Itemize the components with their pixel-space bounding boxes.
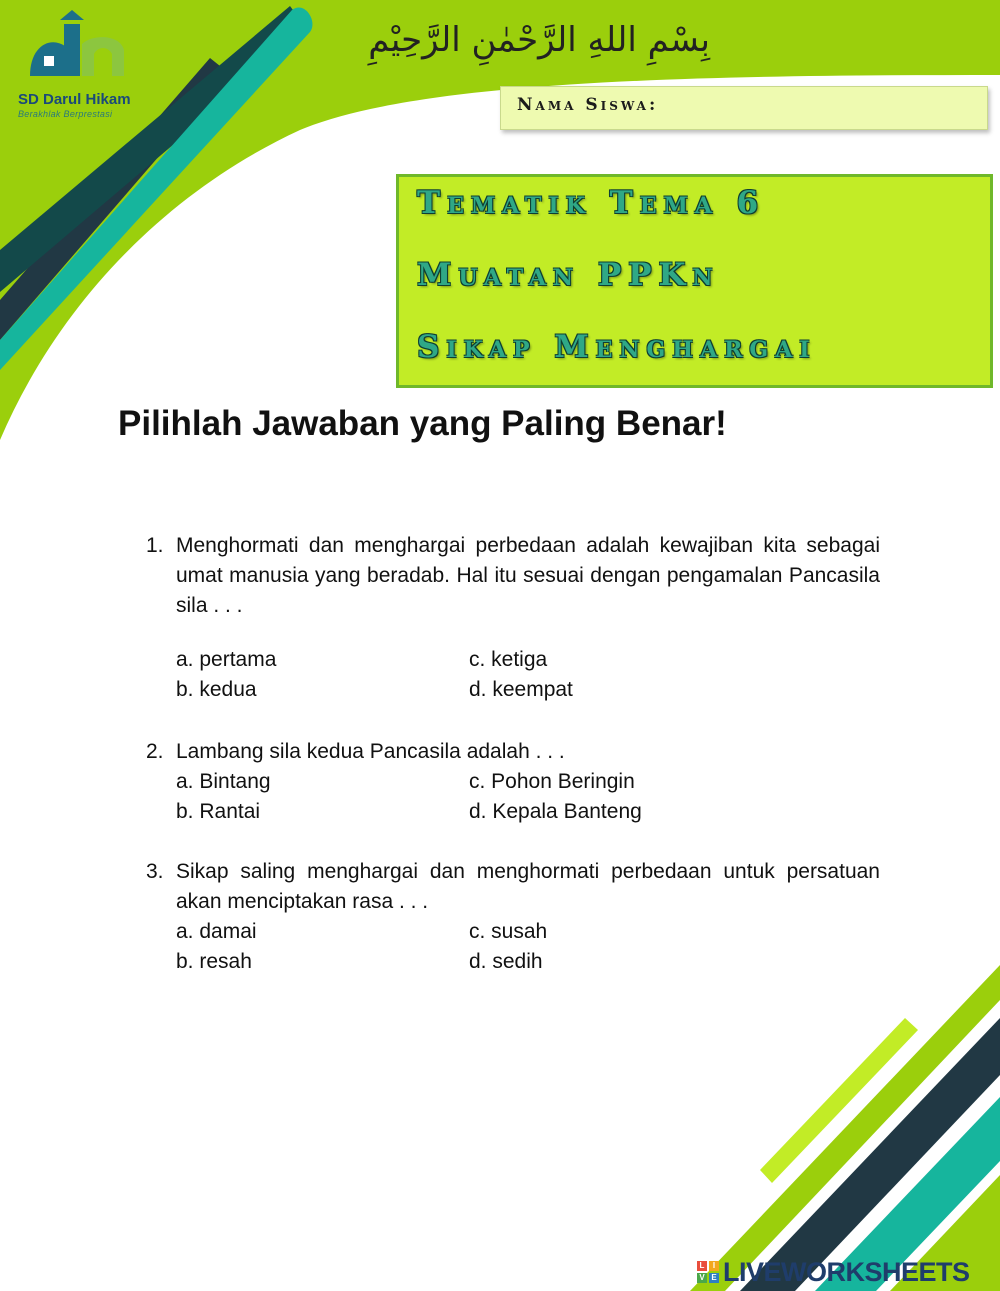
school-name: SD Darul Hikam bbox=[18, 91, 131, 108]
question-number: 3. bbox=[146, 860, 164, 883]
student-name-label: Nama Siswa: bbox=[517, 95, 659, 115]
question-2 bbox=[146, 737, 880, 827]
logo-letter: L bbox=[697, 1261, 707, 1271]
question-text: Lambang sila kedua Pancasila adalah . . . bbox=[176, 740, 565, 763]
title-subject: Muatan PPKn bbox=[417, 257, 720, 293]
question-text: Menghormati dan menghargai perbedaan adalah kewajiban kita sebagai umat manusia yang beradab. Hal itu sesuai dengan pengamalan Pancasila sila . . . bbox=[176, 534, 880, 617]
title-box bbox=[396, 174, 993, 388]
option-d[interactable]: d. Kepala Banteng bbox=[469, 800, 642, 823]
option-b[interactable]: b. Rantai bbox=[176, 800, 261, 823]
question-1 bbox=[146, 531, 880, 705]
logo-letter: V bbox=[697, 1273, 707, 1283]
option-b[interactable]: b. kedua bbox=[176, 678, 257, 701]
option-a[interactable]: a. Bintang bbox=[176, 770, 271, 793]
question-text: Sikap saling menghargai dan menghormati perbedaan untuk persatuan akan menciptakan rasa . . . bbox=[176, 860, 880, 913]
logo-letter: I bbox=[709, 1261, 719, 1271]
option-a[interactable]: a. pertama bbox=[176, 648, 277, 671]
option-c[interactable]: c. Pohon Beringin bbox=[469, 770, 635, 793]
instruction-heading: Pilihlah Jawaban yang Paling Benar! bbox=[118, 404, 727, 443]
title-topic: Sikap Menghargai bbox=[417, 329, 817, 365]
option-a[interactable]: a. damai bbox=[176, 920, 257, 943]
option-c[interactable]: c. susah bbox=[469, 920, 548, 943]
student-name-field[interactable] bbox=[500, 86, 988, 130]
school-tagline: Berakhlak Berprestasi bbox=[18, 109, 113, 119]
school-logo bbox=[14, 6, 144, 119]
liveworksheets-text: LIVEWORKSHEETS bbox=[723, 1256, 970, 1287]
logo-letter: E bbox=[709, 1273, 719, 1283]
option-d[interactable]: d. keempat bbox=[469, 678, 573, 701]
liveworksheets-logo-icon bbox=[697, 1261, 719, 1283]
school-logo-icon bbox=[20, 6, 130, 86]
option-b[interactable]: b. resah bbox=[176, 950, 252, 973]
question-number: 2. bbox=[146, 740, 164, 763]
question-number: 1. bbox=[146, 534, 164, 557]
option-c[interactable]: c. ketiga bbox=[469, 648, 548, 671]
title-theme: Tematik Tema 6 bbox=[417, 185, 766, 221]
option-d[interactable]: d. sedih bbox=[469, 950, 543, 973]
question-3 bbox=[146, 857, 880, 977]
liveworksheets-brand[interactable] bbox=[697, 1255, 970, 1289]
basmalah-heading: بِسْمِ اللهِ الرَّحْمٰنِ الرَّحِيْمِ bbox=[368, 20, 710, 60]
